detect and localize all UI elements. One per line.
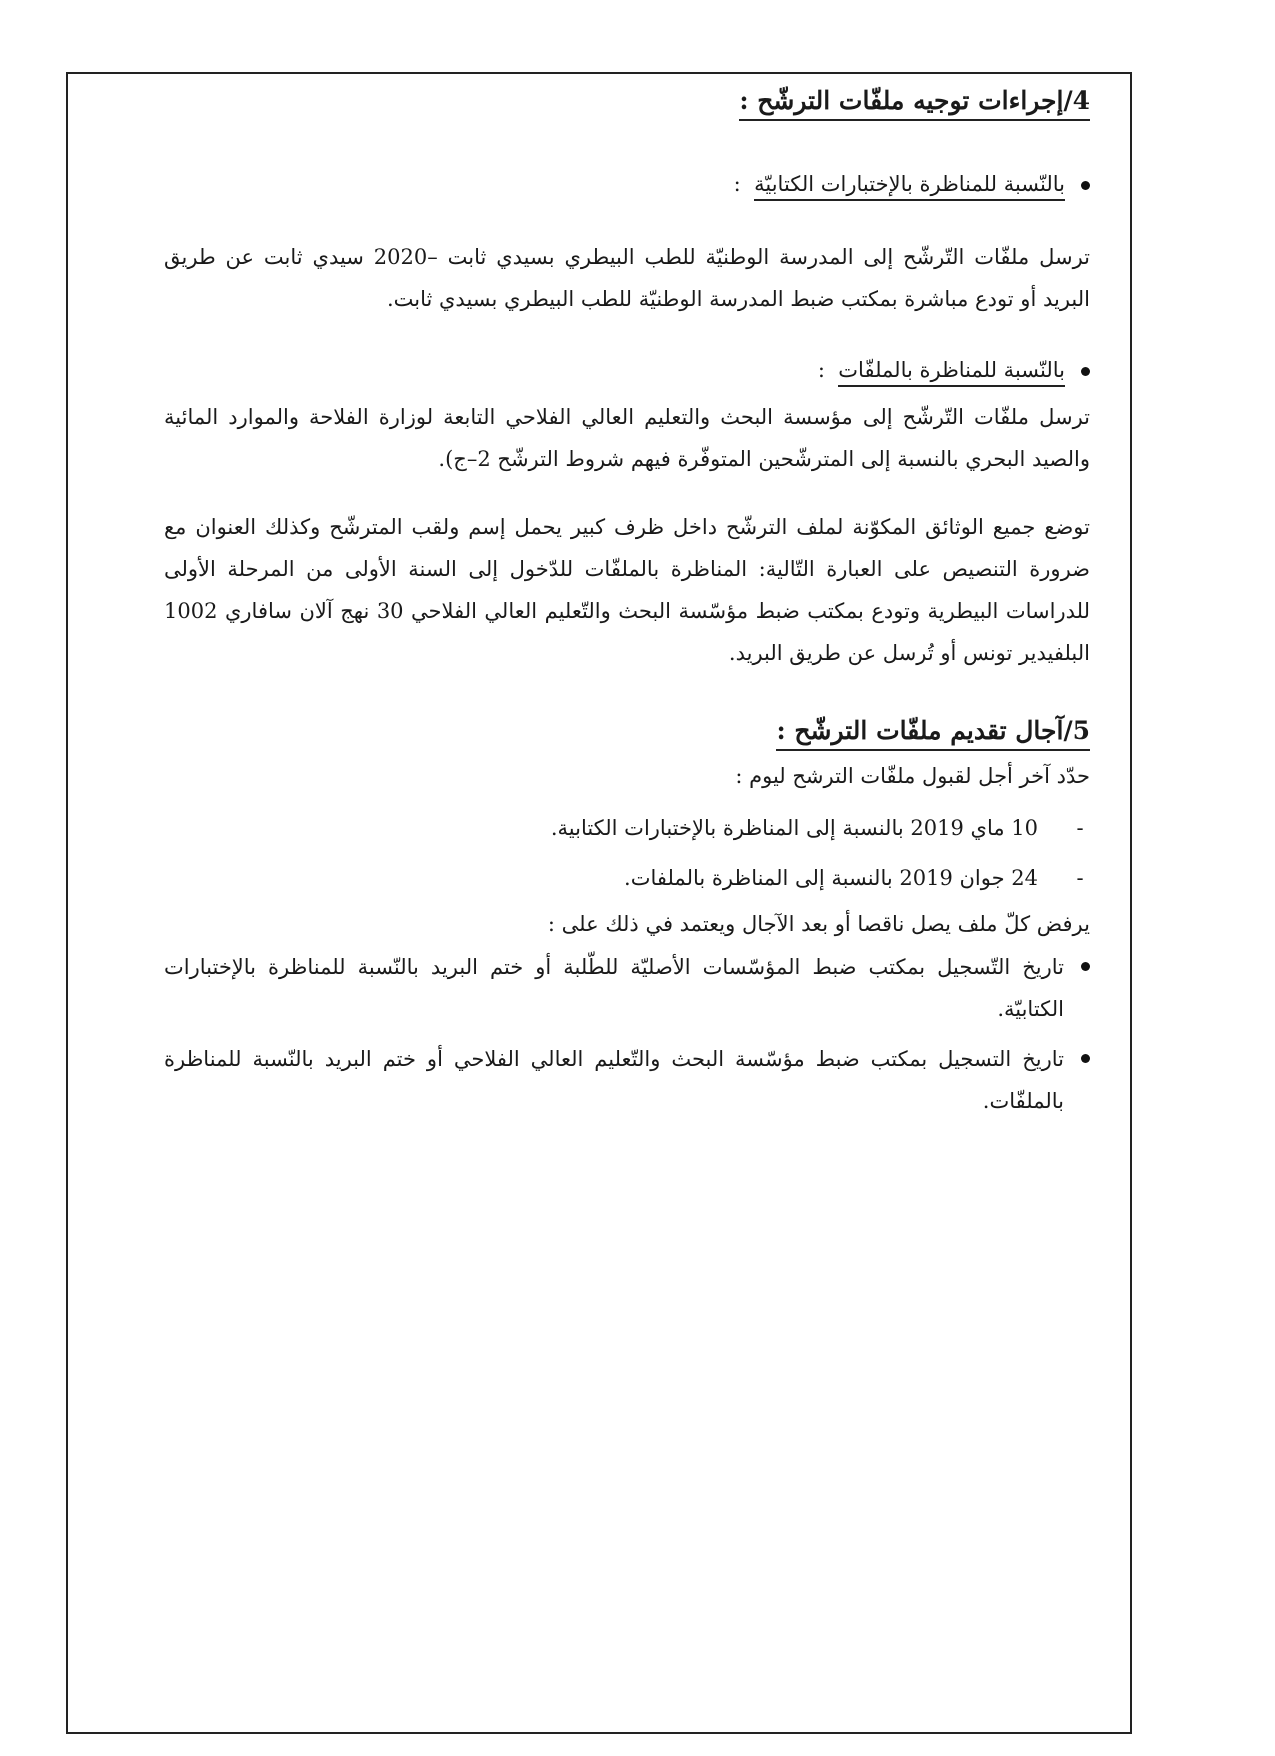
criteria-item: [164, 946, 1090, 1030]
written-exam-subheading: [734, 172, 1090, 196]
rejection-statement: يرفض كلّ ملف يصل ناقصا أو بعد الآجال ويعتمد في ذلك على :: [547, 912, 1090, 936]
written-exam-colon: :: [733, 172, 741, 196]
files-exam-label: بالنّسبة للمناظرة بالملفّات: [838, 358, 1065, 387]
section-4-title: 4/إجراءات توجيه ملفّات الترشّح :: [739, 86, 1090, 121]
criteria-files: تاريخ التسجيل بمكتب ضبط مؤسّسة البحث والتّعليم العالي الفلاحي أو ختم البريد بالنّسبة للمناظرة بالملفّات.: [164, 1047, 1064, 1113]
deadline-intro: حدّد آخر أجل لقبول ملفّات الترشح ليوم :: [735, 764, 1090, 788]
written-exam-paragraph: ترسل ملفّات التّرشّح إلى المدرسة الوطنيّة للطب البيطري بسيدي ثابت –2020 سيدي ثابت عن طريق البريد أو تودع مباشرة بمكتب ضبط المدرسة الوطنيّة للطب البيطري بسيدي ثابت.: [164, 245, 1091, 311]
files-exam-colon: :: [817, 358, 825, 382]
document-page: [66, 72, 1132, 1734]
files-exam-paragraph: ترسل ملفّات التّرشّح إلى مؤسسة البحث والتعليم العالي الفلاحي التابعة لوزارة الفلاحة والموارد المائية والصيد البحري بالنسبة إلى المترشّحين المتوفّرة فيهم شروط الترشّح 2–ج).: [164, 405, 1090, 471]
dash-marker: -: [1076, 866, 1084, 890]
section-5-title: 5/آجال تقديم ملفّات الترشّح :: [776, 716, 1090, 751]
deadline-written: 10 ماي 2019 بالنسبة إلى المناظرة بالإختبارات الكتابية.: [550, 816, 1038, 840]
bullet-icon: [1081, 1054, 1090, 1063]
criteria-written: تاريخ التّسجيل بمكتب ضبط المؤسّسات الأصليّة للطّلبة أو ختم البريد بالنّسبة للمناظرة بالإختبارات الكتابيّة.: [164, 955, 1064, 1021]
deadline-item: [624, 866, 1090, 890]
bullet-icon: [1081, 181, 1090, 190]
bullet-icon: [1081, 367, 1090, 376]
files-exam-subheading: [818, 358, 1090, 382]
written-exam-label: بالنّسبة للمناظرة بالإختبارات الكتابيّة: [754, 172, 1065, 201]
bullet-icon: [1081, 962, 1090, 971]
document-content: [164, 74, 1090, 1732]
dash-marker: -: [1076, 816, 1084, 840]
deadline-item: [551, 816, 1090, 840]
criteria-item: [164, 1038, 1090, 1122]
deadline-files: 24 جوان 2019 بالنسبة إلى المناظرة بالملفات.: [624, 866, 1038, 890]
envelope-paragraph: توضع جميع الوثائق المكوّنة لملف الترشّح داخل ظرف كبير يحمل إسم ولقب المترشّح وكذلك العنوان مع ضرورة التنصيص على العبارة التّالية: المناظرة بالملفّات للدّخول إلى السنة الأولى من المرحلة الأولى للدراسات البيطرية وتودع بمكتب ضبط مؤسّسة البحث والتّعليم العالي الفلاحي 30 نهج آلان سافاري 1002 البلفيدير تونس أو تُرسل عن طريق البريد.: [164, 515, 1090, 665]
